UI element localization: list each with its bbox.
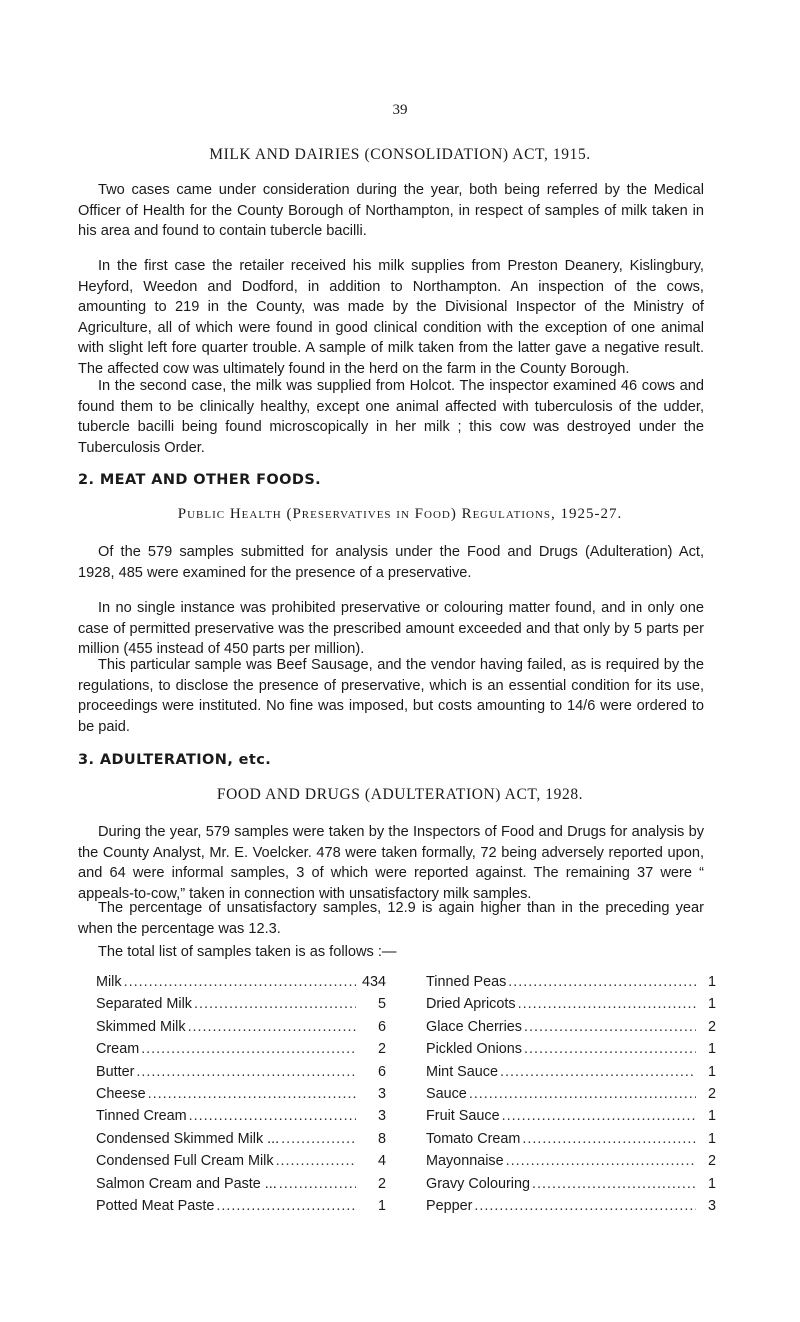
leader-dots <box>216 1198 356 1214</box>
milk-paragraph-2: In the first case the retailer received his milk supplies from Preston Deanery, Kislingbury, Heyford, Weedon and Dodford, in addition to Northampton. An inspection of the cows, amounting to 219 in the County, was made by the Divisional Inspector of the Ministry of Agriculture, all of which were found in good clinical condition with the exception of one animal with slight left fore quarter trouble. A sample of milk taken from the latter gave a negative result. The affected cow was ultimately found in the herd on the farm in the County Borough. <box>78 258 704 377</box>
page-number: 39 <box>392 102 408 118</box>
sample-count: 1 <box>377 1197 386 1214</box>
meat-paragraph-1: Of the 579 samples submitted for analysis under the Food and Drugs (Adulteration) Act, 1928, 485 were examined for the presence of a preservative. <box>78 544 704 581</box>
sample-name: Pepper <box>426 1197 473 1214</box>
leader-dots <box>281 1131 356 1147</box>
leader-dots <box>136 1064 356 1080</box>
sample-row <box>96 1198 386 1220</box>
sample-count: 5 <box>377 996 386 1013</box>
leader-dots <box>124 974 356 990</box>
leader-dots <box>194 996 356 1012</box>
sample-name: Cheese <box>96 1085 146 1102</box>
milk-paragraph-1: Two cases came under consideration during the year, both being referred by the Medical Officer of Health for the County Borough of Northampton, in respect of samples of milk taken in his area and found to contain tubercle bacilli. <box>78 182 704 239</box>
leader-dots <box>148 1086 356 1102</box>
sample-row <box>96 1019 386 1041</box>
sample-count: 8 <box>377 1130 386 1147</box>
sample-count: 2 <box>707 1085 716 1102</box>
sample-count: 1 <box>707 1108 716 1125</box>
sample-count: 2 <box>707 1153 716 1170</box>
sample-row <box>96 996 386 1018</box>
leader-dots <box>518 996 696 1012</box>
leader-dots <box>141 1041 356 1057</box>
sample-count: 6 <box>377 1018 386 1035</box>
sample-row <box>96 1108 386 1130</box>
sample-row <box>426 1176 716 1198</box>
sample-count: 2 <box>707 1018 716 1035</box>
sample-row <box>96 974 386 996</box>
sample-name: Pickled Onions <box>426 1041 522 1058</box>
leader-dots <box>500 1064 696 1080</box>
sample-name: Tinned Peas <box>426 974 507 990</box>
sample-row <box>426 1131 716 1153</box>
leader-dots <box>474 1198 696 1214</box>
samples-column-right <box>426 974 716 1220</box>
sample-row <box>96 1131 386 1153</box>
section-2-heading: 2. MEAT AND OTHER FOODS. <box>78 472 322 488</box>
food-drugs-act-heading: FOOD AND DRUGS (ADULTERATION) ACT, 1928. <box>216 786 584 803</box>
sample-name: Separated Milk <box>96 996 192 1013</box>
leader-dots <box>532 1176 696 1192</box>
sample-row <box>426 1019 716 1041</box>
sample-name: Fruit Sauce <box>426 1108 500 1125</box>
sample-count: 1 <box>707 1063 716 1080</box>
sample-count: 3 <box>707 1197 716 1214</box>
sample-row <box>426 1198 716 1220</box>
sample-count: 3 <box>377 1108 386 1125</box>
leader-dots <box>469 1086 696 1102</box>
adulteration-paragraph-1: During the year, 579 samples were taken by the Inspectors of Food and Drugs for analysis by the County Analyst, Mr. E. Voelcker. 478 were taken formally, 72 being adversely reported upon, and 64 were informal samples, 3 of which were reported against. The remaining 37 were “ appeals-to-cow,” taken in connection with unsatisfactory milk samples. <box>78 824 704 902</box>
leader-dots <box>508 974 696 990</box>
sample-row <box>426 974 716 996</box>
sample-count: 434 <box>361 974 386 990</box>
leader-dots <box>276 1153 356 1169</box>
sample-count: 4 <box>377 1153 386 1170</box>
sample-count: 6 <box>377 1063 386 1080</box>
sample-row <box>96 1086 386 1108</box>
sample-name: Glace Cherries <box>426 1018 522 1035</box>
leader-dots <box>502 1108 696 1124</box>
sample-count: 2 <box>377 1041 386 1058</box>
milk-paragraph-3: In the second case, the milk was supplied from Holcot. The inspector examined 46 cows and found them to be clinically healthy, except one animal affected with tuberculosis of the udder, tubercle bacilli being found microscopically in her milk ; this cow was destroyed under the Tuberculosis Order. <box>78 378 704 456</box>
adulteration-paragraph-3: The total list of samples taken is as follows :— <box>98 944 397 960</box>
sample-name: Potted Meat Paste <box>96 1197 215 1214</box>
leader-dots <box>524 1041 696 1057</box>
leader-dots <box>524 1019 696 1035</box>
sample-row <box>426 1108 716 1130</box>
meat-paragraph-3: This particular sample was Beef Sausage, and the vendor having failed, as is required by the regulations, to disclose the presence of preservative, which is an essential condition for its use, proceedings were instituted. No fine was imposed, but costs amounting to 14/6 were ordered to be paid. <box>78 657 704 735</box>
sample-name: Tinned Cream <box>96 1108 187 1125</box>
sample-count: 1 <box>707 974 716 990</box>
leader-dots <box>279 1176 356 1192</box>
sample-row <box>96 1153 386 1175</box>
sample-name: Sauce <box>426 1085 467 1102</box>
sample-row <box>426 1153 716 1175</box>
sample-count: 1 <box>707 1175 716 1192</box>
sample-row <box>426 1086 716 1108</box>
sample-count: 1 <box>707 996 716 1013</box>
sample-row <box>426 996 716 1018</box>
sample-row <box>96 1041 386 1063</box>
sample-name: Skimmed Milk <box>96 1018 186 1035</box>
sample-name: Butter <box>96 1063 135 1080</box>
sample-name: Condensed Full Cream Milk <box>96 1153 274 1170</box>
sample-row <box>426 1041 716 1063</box>
leader-dots <box>522 1131 696 1147</box>
sample-row <box>426 1064 716 1086</box>
sample-name: Salmon Cream and Paste ... <box>96 1175 277 1192</box>
section-3-heading: 3. ADULTERATION, etc. <box>78 752 272 768</box>
sample-row <box>96 1176 386 1198</box>
sample-count: 1 <box>707 1130 716 1147</box>
sample-count: 2 <box>377 1175 386 1192</box>
sample-name: Milk <box>96 974 122 990</box>
leader-dots <box>189 1108 356 1124</box>
samples-column-left <box>96 974 386 1220</box>
milk-dairies-heading: MILK AND DAIRIES (CONSOLIDATION) ACT, 1915. <box>209 146 591 163</box>
sample-count: 3 <box>377 1085 386 1102</box>
leader-dots <box>506 1153 696 1169</box>
sample-name: Tomato Cream <box>426 1130 521 1147</box>
sample-name: Mayonnaise <box>426 1153 504 1170</box>
adulteration-paragraph-2: The percentage of unsatisfactory samples, 12.9 is again higher than in the preceding year when the percentage was 12.3. <box>78 900 704 937</box>
leader-dots <box>188 1019 356 1035</box>
sample-name: Dried Apricots <box>426 996 516 1013</box>
sample-name: Gravy Colouring <box>426 1175 530 1192</box>
preservatives-regulations-heading: Public Health (Preservatives in Food) Regulations, 1925-27. <box>177 506 623 522</box>
sample-name: Cream <box>96 1041 140 1058</box>
sample-count: 1 <box>707 1041 716 1058</box>
sample-row <box>96 1064 386 1086</box>
meat-paragraph-2: In no single instance was prohibited preservative or colouring matter found, and in only one case of permitted preservative was the prescribed amount exceeded and that only by 5 parts per million (455 instead of 450 parts per million). <box>78 600 704 657</box>
sample-name: Mint Sauce <box>426 1063 498 1080</box>
sample-name: Condensed Skimmed Milk ... <box>96 1130 280 1147</box>
